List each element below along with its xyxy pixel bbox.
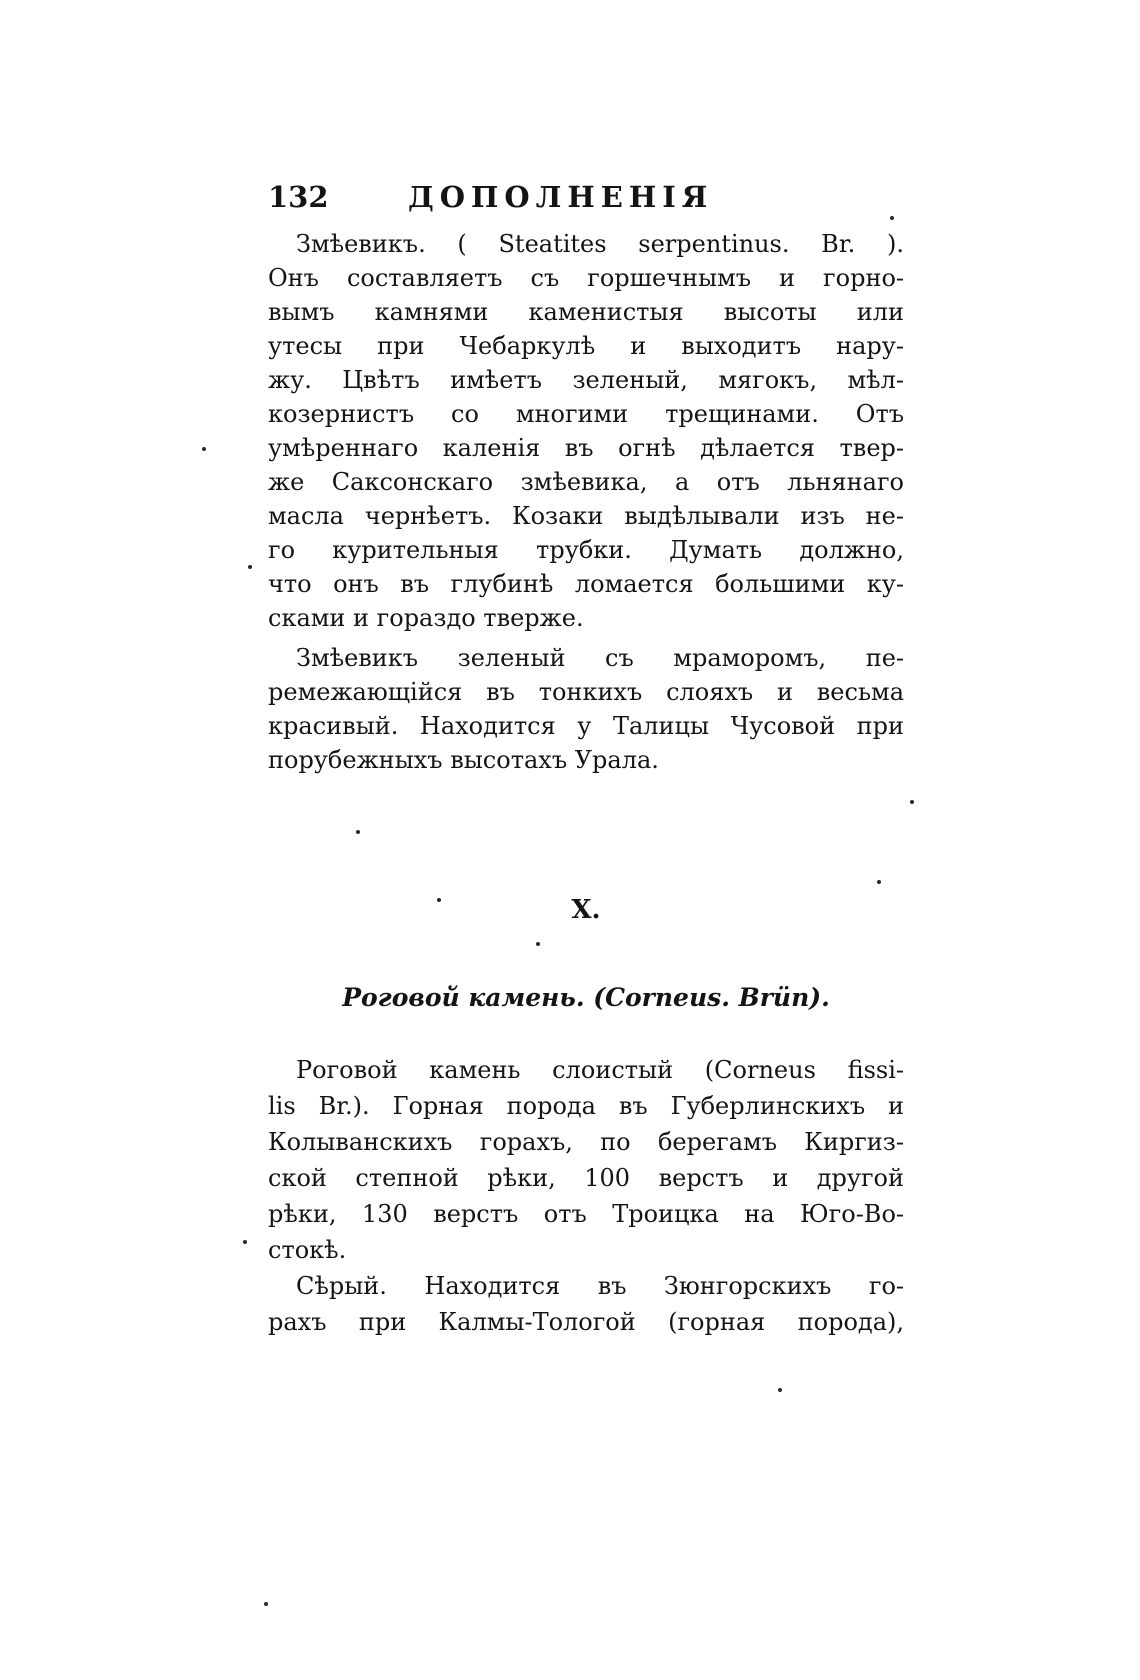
text-line: рѣки, 130 верстъ отъ Троицка на Юго-Во-	[268, 1200, 904, 1228]
text-line: го курительныя трубки. Думать должно,	[268, 536, 904, 564]
section-heading: Роговой камень. (Corneus. Brün).	[342, 983, 830, 1012]
scan-speck	[202, 447, 206, 451]
scan-speck	[437, 898, 441, 902]
scan-speck	[248, 565, 252, 569]
page-number: 132	[268, 180, 329, 214]
text-line: вымъ камнями каменистыя высоты или	[268, 298, 904, 326]
scan-speck	[910, 800, 914, 804]
section-number: X.	[571, 895, 601, 925]
text-line: стокѣ.	[268, 1236, 347, 1264]
scan-speck	[264, 1602, 268, 1606]
text-line: что онъ въ глубинѣ ломается большими ку-	[268, 570, 904, 598]
text-line: жу. Цвѣтъ имѣетъ зеленый, мягокъ, мѣл-	[268, 366, 904, 394]
text-line: lis Br.). Горная порода въ Губерлинскихъ и	[268, 1092, 904, 1120]
text-line: Змѣевикъ зеленый съ мраморомъ, пе-	[296, 644, 904, 672]
text-line: утесы при Чебаркулѣ и выходитъ нару-	[268, 332, 904, 360]
text-line: же Саксонскаго змѣевика, а отъ льнянаго	[268, 468, 904, 496]
text-line: сками и гораздо тверже.	[268, 604, 584, 632]
text-line: Роговой камень слоистый (Corneus fissi-	[296, 1056, 904, 1084]
text-line: ской степной рѣки, 100 верстъ и другой	[268, 1164, 904, 1192]
text-line: Змѣевикъ. ( Steatites serpentinus. Br. ).	[296, 230, 904, 258]
running-head: ДОПОЛНЕНІЯ	[408, 180, 714, 214]
scan-speck	[536, 942, 540, 946]
text-line: Сѣрый. Находится въ Зюнгорскихъ го-	[296, 1272, 904, 1300]
text-line: умѣреннаго каленія въ огнѣ дѣлается твер-	[268, 434, 904, 462]
text-line: красивый. Находится у Талицы Чусовой при	[268, 712, 904, 740]
page-header	[268, 180, 908, 224]
text-line: Колыванскихъ горахъ, по берегамъ Киргиз-	[268, 1128, 904, 1156]
text-line: рахъ при Калмы-Тологой (горная порода),	[268, 1308, 904, 1336]
scan-speck	[243, 1240, 247, 1244]
text-line: козернистъ со многими трещинами. Отъ	[268, 400, 904, 428]
text-line: ремежающійся въ тонкихъ слояхъ и весьма	[268, 678, 904, 706]
text-line: Онъ составляетъ съ горшечнымъ и горно-	[268, 264, 904, 292]
scan-speck	[778, 1388, 782, 1392]
text-line: порубежныхъ высотахъ Урала.	[268, 746, 659, 774]
scan-speck	[877, 880, 881, 884]
text-line: масла чернѣетъ. Козаки выдѣлывали изъ не-	[268, 502, 904, 530]
scan-speck	[356, 830, 360, 834]
scan-speck	[890, 216, 894, 220]
